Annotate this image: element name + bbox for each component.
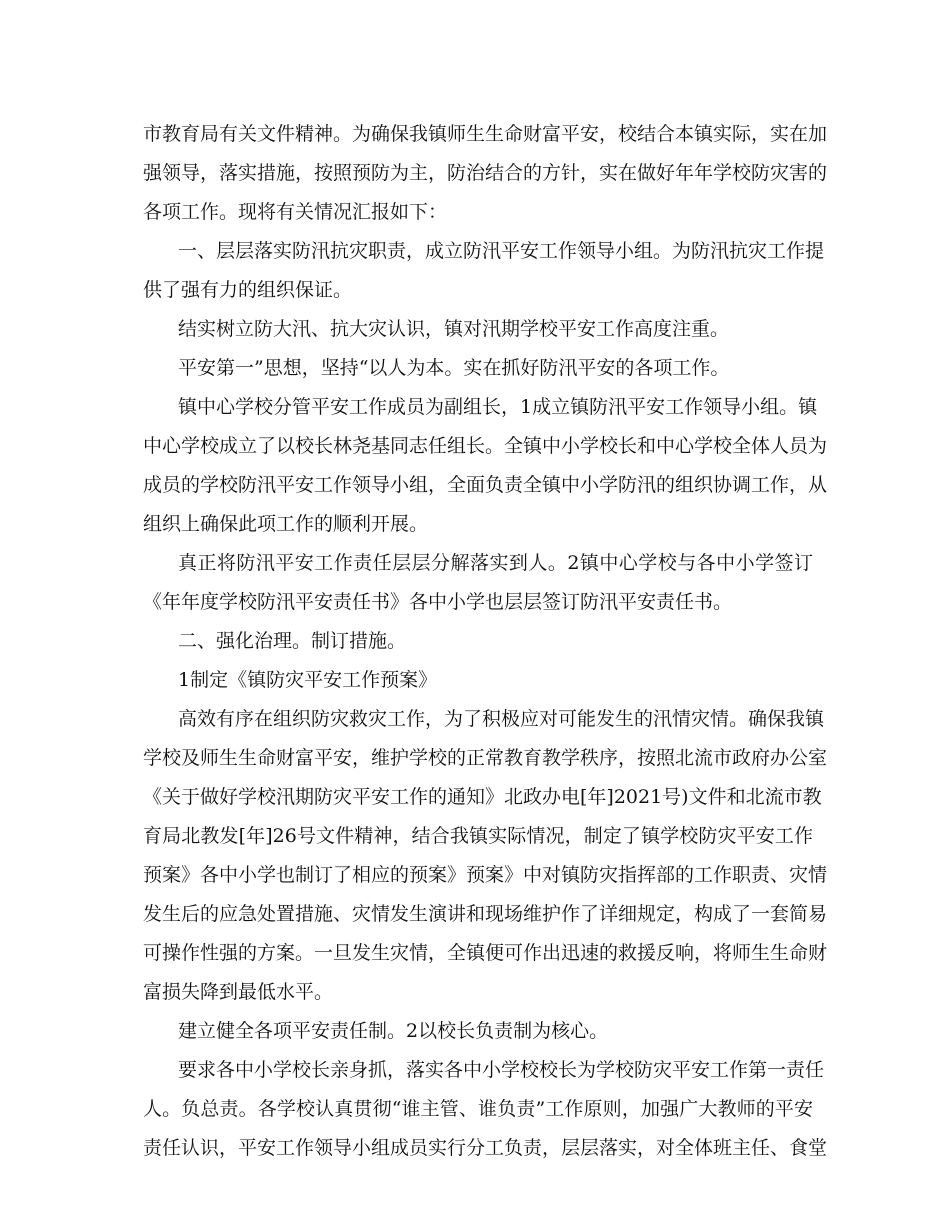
text-line: 要求各中小学校长亲身抓，落实各中小学校校长为学校防灾平安工作第一责任 bbox=[178, 1059, 825, 1081]
text-line: 组织上确保此项工作的顺利开展。 bbox=[143, 513, 429, 535]
text-line: 1制定《镇防灾平安工作预案》 bbox=[178, 669, 438, 691]
text-line: 《年年度学校防汛平安责任书》各中小学也层层签订防汛平安责任书。 bbox=[143, 591, 733, 613]
text-line: 强领导，落实措施，按照预防为主，防治结合的方针，实在做好年年学校防灾害的 bbox=[143, 162, 828, 184]
text-line: 成员的学校防汛平安工作领导小组，全面负责全镇中小学防汛的组织协调工作，从 bbox=[143, 474, 828, 496]
text-line: 市教育局有关文件精神。为确保我镇师生生命财富平安，校结合本镇实际，实在加 bbox=[143, 123, 828, 145]
document-body bbox=[143, 115, 828, 1168]
text-line: 育局北教发[年]26号文件精神，结合我镇实际情况，制定了镇学校防灾平安工作 bbox=[143, 825, 813, 847]
text-line: 中心学校成立了以校长林尧基同志任组长。全镇中小学校长和中心学校全体人员为 bbox=[143, 435, 828, 457]
text-line: 平安第一”思想，坚持“以人为本。实在抓好防汛平安的各项工作。 bbox=[178, 357, 730, 379]
text-line: 供了强有力的组织保证。 bbox=[143, 279, 353, 301]
text-line: 学校及师生生命财富平安，维护学校的正常教育教学秩序，按照北流市政府办公室 bbox=[143, 747, 828, 769]
text-line: 高效有序在组织防灾救灾工作，为了积极应对可能发生的汛情灾情。确保我镇 bbox=[178, 708, 825, 730]
text-line: 富损失降到最低水平。 bbox=[143, 981, 334, 1003]
text-line: 二、强化治理。制订措施。 bbox=[178, 630, 407, 652]
text-line: 结实树立防大汛、抗大灾认识，镇对汛期学校平安工作高度注重。 bbox=[178, 318, 730, 340]
text-line: 真正将防汛平安工作责任层层分解落实到人。2镇中心学校与各中小学签订 bbox=[178, 552, 813, 574]
text-line: 各项工作。现将有关情况汇报如下： bbox=[143, 201, 448, 223]
text-line: 人。负总责。各学校认真贯彻“谁主管、谁负责”工作原则，加强广大教师的平安 bbox=[143, 1098, 813, 1120]
text-line: 发生后的应急处置措施、灾情发生演讲和现场维护作了详细规定，构成了一套简易 bbox=[143, 903, 828, 925]
text-line: 建立健全各项平安责任制。2以校长负责制为核心。 bbox=[178, 1020, 609, 1042]
text-line: 镇中心学校分管平安工作成员为副组长，1成立镇防汛平安工作领导小组。镇 bbox=[178, 396, 818, 418]
text-line: 责任认识，平安工作领导小组成员实行分工负责，层层落实，对全体班主任、食堂 bbox=[143, 1137, 828, 1159]
text-line: 可操作性强的方案。一旦发生灾情，全镇便可作出迅速的救援反响，将师生生命财 bbox=[143, 942, 828, 964]
text-line: 预案》各中小学也制订了相应的预案》预案》中对镇防灾指挥部的工作职责、灾情 bbox=[143, 864, 828, 886]
text-line: 一、层层落实防汛抗灾职责，成立防汛平安工作领导小组。为防汛抗灾工作提 bbox=[178, 240, 825, 262]
text-line: 《关于做好学校汛期防灾平安工作的通知》北政办电[年]2021号)文件和北流市教 bbox=[143, 786, 822, 808]
